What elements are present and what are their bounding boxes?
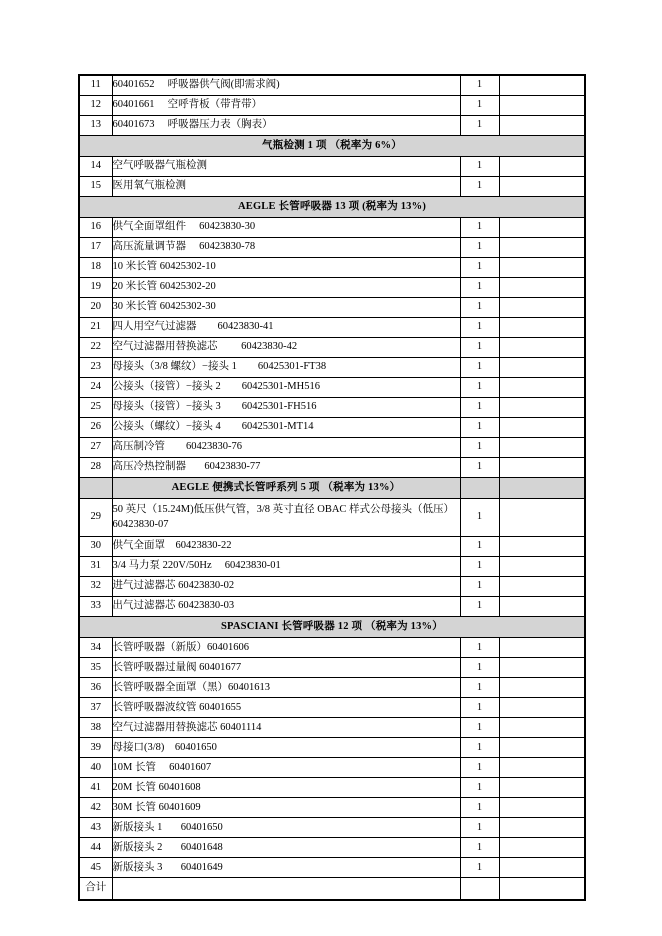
row-description-cell: 长管呼吸器过量阀 60401677 — [112, 658, 460, 678]
table-row — [79, 577, 585, 597]
row-note-cell — [499, 156, 585, 176]
row-description-cell: 高压流量调节器 60423830-78 — [112, 237, 460, 257]
row-index-cell: 37 — [79, 698, 112, 718]
row-quantity-cell: 1 — [460, 557, 499, 577]
row-quantity-cell: 1 — [460, 277, 499, 297]
row-index-cell: 41 — [79, 778, 112, 798]
row-quantity-cell: 1 — [460, 156, 499, 176]
section-header-title: AEGLE 长管呼吸器 13 项 (税率为 13%) — [79, 196, 585, 217]
row-quantity-cell: 1 — [460, 798, 499, 818]
row-description-cell: 进气过滤器芯 60423830-02 — [112, 577, 460, 597]
row-description-cell: 医用氧气瓶检测 — [112, 176, 460, 196]
row-note-cell — [499, 838, 585, 858]
row-index-cell: 32 — [79, 577, 112, 597]
table-row — [79, 257, 585, 277]
row-description-cell: 母接口(3/8) 60401650 — [112, 738, 460, 758]
row-description-cell: 长管呼吸器（新版）60401606 — [112, 638, 460, 658]
table-row — [79, 698, 585, 718]
table-row — [79, 417, 585, 437]
row-note-cell — [499, 537, 585, 557]
row-index-cell: 34 — [79, 638, 112, 658]
row-note-cell — [499, 678, 585, 698]
row-quantity-cell: 1 — [460, 115, 499, 135]
row-description-cell: 新版接头 1 60401650 — [112, 818, 460, 838]
row-note-cell — [499, 818, 585, 838]
row-index-cell: 15 — [79, 176, 112, 196]
row-note-cell — [499, 317, 585, 337]
row-quantity-cell: 1 — [460, 658, 499, 678]
row-quantity-cell: 1 — [460, 638, 499, 658]
row-index-cell: 43 — [79, 818, 112, 838]
section-header-qty-cell — [460, 477, 499, 498]
row-description-cell: 母接头（3/8 螺纹）−接头 1 60425301-FT38 — [112, 357, 460, 377]
row-note-cell — [499, 357, 585, 377]
row-index-cell: 29 — [79, 499, 112, 537]
section-header-title: AEGLE 便携式长管呼系列 5 项 （税率为 13%） — [112, 477, 460, 498]
row-index-cell: 31 — [79, 557, 112, 577]
row-index-cell: 40 — [79, 758, 112, 778]
row-quantity-cell: 1 — [460, 75, 499, 95]
row-quantity-cell: 1 — [460, 176, 499, 196]
row-index-cell: 14 — [79, 156, 112, 176]
row-description-cell: 公接头（接管）−接头 2 60425301-MH516 — [112, 377, 460, 397]
table-row — [79, 738, 585, 758]
row-index-cell: 21 — [79, 317, 112, 337]
section-header-row — [79, 477, 585, 498]
row-index-cell: 36 — [79, 678, 112, 698]
row-quantity-cell: 1 — [460, 237, 499, 257]
table-row — [79, 758, 585, 778]
table-row — [79, 377, 585, 397]
table-row — [79, 297, 585, 317]
row-index-cell: 11 — [79, 75, 112, 95]
row-description-cell: 长管呼吸器波纹管 60401655 — [112, 698, 460, 718]
row-quantity-cell — [460, 878, 499, 900]
table-row — [79, 176, 585, 196]
table-row — [79, 718, 585, 738]
row-description-cell: 空气过滤器用替换滤芯 60423830-42 — [112, 337, 460, 357]
row-description-cell: 30 米长管 60425302-30 — [112, 297, 460, 317]
row-quantity-cell: 1 — [460, 417, 499, 437]
table-row — [79, 156, 585, 176]
table-row — [79, 638, 585, 658]
row-quantity-cell: 1 — [460, 778, 499, 798]
row-description-cell: 四人用空气过滤器 60423830-41 — [112, 317, 460, 337]
row-note-cell — [499, 457, 585, 477]
row-quantity-cell: 1 — [460, 377, 499, 397]
table-row — [79, 337, 585, 357]
row-description-cell: 长管呼吸器全面罩（黑）60401613 — [112, 678, 460, 698]
row-index-cell: 30 — [79, 537, 112, 557]
row-quantity-cell: 1 — [460, 217, 499, 237]
row-note-cell — [499, 337, 585, 357]
row-note-cell — [499, 718, 585, 738]
row-index-cell: 33 — [79, 597, 112, 617]
row-description-line2: 60423830-07 — [112, 518, 169, 530]
table-row — [79, 798, 585, 818]
row-description-cell: 空气呼吸器气瓶检测 — [112, 156, 460, 176]
row-description-cell: 60401673 呼吸器压力表（胸表） — [112, 115, 460, 135]
row-note-cell — [499, 176, 585, 196]
row-index-cell: 38 — [79, 718, 112, 738]
row-note-cell — [499, 878, 585, 900]
row-index-cell: 23 — [79, 357, 112, 377]
row-note-cell — [499, 858, 585, 878]
section-header-note-cell — [499, 477, 585, 498]
row-quantity-cell: 1 — [460, 718, 499, 738]
row-note-cell — [499, 658, 585, 678]
section-header-row — [79, 135, 585, 156]
table-row — [79, 237, 585, 257]
row-description-cell: 60401652 呼吸器供气阀(即需求阀) — [112, 75, 460, 95]
section-header-index-cell — [79, 477, 112, 498]
section-header-row — [79, 617, 585, 638]
row-quantity-cell: 1 — [460, 838, 499, 858]
row-description-cell: 高压冷热控制器 60423830-77 — [112, 457, 460, 477]
row-description-line1: 50 英尺（15.24M)低压供气管，3/8 英寸直径 OBAC 样式公母接头（低压） — [112, 504, 455, 516]
row-quantity-cell: 1 — [460, 537, 499, 557]
row-description-cell: 新版接头 3 60401649 — [112, 858, 460, 878]
items-table-container — [78, 74, 584, 901]
row-description-cell: 60401661 空呼背板（带背带） — [112, 95, 460, 115]
table-row — [79, 818, 585, 838]
row-note-cell — [499, 417, 585, 437]
row-quantity-cell: 1 — [460, 457, 499, 477]
row-note-cell — [499, 738, 585, 758]
row-quantity-cell: 1 — [460, 95, 499, 115]
row-quantity-cell: 1 — [460, 818, 499, 838]
row-description-cell: 高压制冷管 60423830-76 — [112, 437, 460, 457]
table-row — [79, 537, 585, 557]
row-index-cell: 25 — [79, 397, 112, 417]
row-description-cell: 30M 长管 60401609 — [112, 798, 460, 818]
row-index-cell: 44 — [79, 838, 112, 858]
row-description-cell: 3/4 马力泵 220V/50Hz 60423830-01 — [112, 557, 460, 577]
row-quantity-cell: 1 — [460, 317, 499, 337]
table-row — [79, 277, 585, 297]
table-row — [79, 597, 585, 617]
row-description-cell: 10M 长管 60401607 — [112, 758, 460, 778]
row-note-cell — [499, 499, 585, 537]
row-description-cell: 新版接头 2 60401648 — [112, 838, 460, 858]
table-row — [79, 115, 585, 135]
row-index-cell: 26 — [79, 417, 112, 437]
table-row — [79, 317, 585, 337]
table-row — [79, 678, 585, 698]
row-description-cell: 供气全面罩 60423830-22 — [112, 537, 460, 557]
row-note-cell — [499, 277, 585, 297]
row-note-cell — [499, 778, 585, 798]
row-description-cell: 20 米长管 60425302-20 — [112, 277, 460, 297]
row-quantity-cell: 1 — [460, 357, 499, 377]
row-note-cell — [499, 437, 585, 457]
row-quantity-cell: 1 — [460, 397, 499, 417]
row-description-cell: 20M 长管 60401608 — [112, 778, 460, 798]
row-quantity-cell: 1 — [460, 858, 499, 878]
row-quantity-cell: 1 — [460, 678, 499, 698]
table-row — [79, 75, 585, 95]
row-description-cell: 供气全面罩组件 60423830-30 — [112, 217, 460, 237]
total-row — [79, 878, 585, 900]
items-table — [78, 74, 586, 901]
row-note-cell — [499, 798, 585, 818]
table-row — [79, 437, 585, 457]
row-index-cell: 17 — [79, 237, 112, 257]
row-note-cell — [499, 217, 585, 237]
row-index-cell: 18 — [79, 257, 112, 277]
section-header-title: 气瓶检测 1 项 （税率为 6%） — [79, 135, 585, 156]
table-row — [79, 499, 585, 537]
row-quantity-cell: 1 — [460, 257, 499, 277]
row-note-cell — [499, 115, 585, 135]
row-index-cell: 39 — [79, 738, 112, 758]
row-description-cell: 出气过滤器芯 60423830-03 — [112, 597, 460, 617]
row-quantity-cell: 1 — [460, 499, 499, 537]
row-index-cell: 27 — [79, 437, 112, 457]
row-note-cell — [499, 257, 585, 277]
row-description-cell: 10 米长管 60425302-10 — [112, 257, 460, 277]
table-row — [79, 357, 585, 377]
table-row — [79, 397, 585, 417]
table-row — [79, 778, 585, 798]
row-index-cell: 35 — [79, 658, 112, 678]
row-quantity-cell: 1 — [460, 698, 499, 718]
table-row — [79, 858, 585, 878]
row-note-cell — [499, 75, 585, 95]
row-index-cell: 13 — [79, 115, 112, 135]
row-description-cell — [112, 878, 460, 900]
row-description-cell: 母接头（接管）−接头 3 60425301-FH516 — [112, 397, 460, 417]
row-description-cell: 空气过滤器用替换滤芯 60401114 — [112, 718, 460, 738]
row-note-cell — [499, 597, 585, 617]
table-row — [79, 457, 585, 477]
row-note-cell — [499, 577, 585, 597]
row-index-cell: 19 — [79, 277, 112, 297]
row-description-cell: 公接头（螺纹）−接头 4 60425301-MT14 — [112, 417, 460, 437]
row-index-cell: 20 — [79, 297, 112, 317]
row-quantity-cell: 1 — [460, 577, 499, 597]
table-row — [79, 557, 585, 577]
row-index-cell: 24 — [79, 377, 112, 397]
row-quantity-cell: 1 — [460, 738, 499, 758]
row-index-cell: 45 — [79, 858, 112, 878]
row-quantity-cell: 1 — [460, 337, 499, 357]
row-note-cell — [499, 297, 585, 317]
table-row — [79, 838, 585, 858]
row-quantity-cell: 1 — [460, 297, 499, 317]
row-index-cell: 22 — [79, 337, 112, 357]
row-index-cell: 42 — [79, 798, 112, 818]
row-quantity-cell: 1 — [460, 437, 499, 457]
row-note-cell — [499, 397, 585, 417]
row-index-cell: 12 — [79, 95, 112, 115]
row-note-cell — [499, 377, 585, 397]
total-label-cell: 合计 — [79, 878, 112, 900]
table-row — [79, 217, 585, 237]
section-header-row — [79, 196, 585, 217]
row-note-cell — [499, 95, 585, 115]
row-quantity-cell: 1 — [460, 758, 499, 778]
row-quantity-cell: 1 — [460, 597, 499, 617]
table-row — [79, 95, 585, 115]
row-index-cell: 28 — [79, 457, 112, 477]
row-description-cell — [112, 499, 460, 537]
row-index-cell: 16 — [79, 217, 112, 237]
row-note-cell — [499, 557, 585, 577]
items-table-body — [79, 75, 585, 900]
row-note-cell — [499, 237, 585, 257]
row-note-cell — [499, 638, 585, 658]
row-note-cell — [499, 698, 585, 718]
section-header-title: SPASCIANI 长管呼吸器 12 项 （税率为 13%） — [79, 617, 585, 638]
row-note-cell — [499, 758, 585, 778]
table-row — [79, 658, 585, 678]
